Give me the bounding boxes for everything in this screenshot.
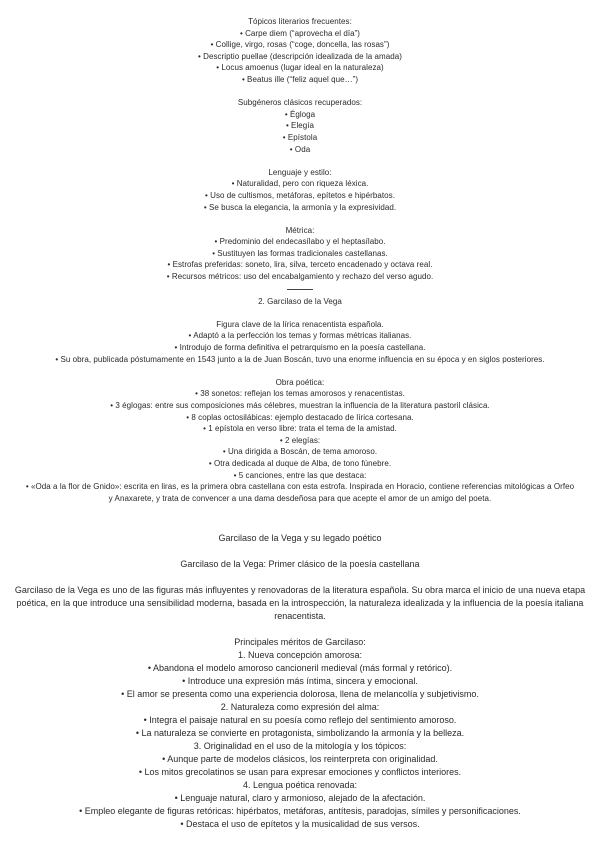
topicos-section [0,16,600,86]
list-item: • Naturalidad, pero con riqueza léxica. [231,179,369,189]
obra-section [0,377,600,505]
section-heading: Métrica: [285,225,315,235]
list-item: • Destaca el uso de epítetos y la musicalidad de sus versos. [180,819,420,829]
list-item: • Beatus ille (“feliz aquel que…”) [241,74,359,84]
list-item: 2. Naturaleza como expresión del alma: [220,702,380,712]
list-item: • Una dirigida a Boscán, de tema amoroso. [222,447,378,457]
section-heading: Obra poética: [275,377,325,387]
list-item: • Otra dedicada al duque de Alba, de tono fúnebre. [208,458,392,468]
upper-notes [0,16,600,504]
garcilaso-section [0,296,600,366]
list-item: • 1 epístola en verso libre: trata el tema de la amistad. [203,424,397,434]
section-heading: Tópicos literarios frecuentes: [248,17,352,26]
lenguaje-section [0,167,600,213]
page-subtitle: Garcilaso de la Vega: Primer clásico de la poesía castellana [180,559,420,569]
list-item: • Introduce una expresión más íntima, sincera y emocional. [182,676,418,686]
list-item: • Lenguaje natural, claro y armonioso, alejado de la afectación. [174,793,426,803]
metrica-section [0,225,600,283]
list-item: • Descriptio puellae (descripción idealizada de la amada) [198,51,402,61]
list-item: • La naturaleza se convierte en protagonista, simbolizando la armonía y la belleza. [135,728,465,738]
list-item: 4. Lengua poética renovada: [242,780,358,790]
list-item: y Anaxarete, y trata de convencer a una dama desdeñosa para que acepte el amor de un amigo del poeta. [108,493,492,503]
section-heading: Lenguaje y estilo: [268,167,332,177]
list-item: • Recursos métricos: uso del encabalgamiento y rechazo del verso agudo. [166,272,434,282]
list-item: 1. Nueva concepción amorosa: [237,650,363,660]
list-item: • Epístola [282,132,318,142]
list-item: • Introdujo de forma definitiva el petrarquismo en la poesía castellana. [174,343,426,353]
list-item: • Abandona el modelo amoroso cancioneril medieval (más formal y retórico). [147,663,453,673]
list-item: • Adaptó a la perfección los temas y formas métricas italianas. [188,331,412,341]
list-item: • Integra el paisaje natural en su poesía como reflejo del sentimiento amoroso. [143,715,457,725]
list-item: • Estrofas preferidas: soneto, lira, silva, terceto encadenado y octava real. [167,260,433,270]
intro-paragraph: Garcilaso de la Vega es uno de las figuras más influyentes y renovadoras de la literatura española. Su obra marca el inicio de una nueva etapa poética, en la que introduce una sensibilidad moderna, basada en la introspección, la naturaleza idealizada y la influencia de la poesía italiana renacentista. [14,585,586,621]
section-heading: 2. Garcilaso de la Vega [258,296,342,306]
section-heading: Subgéneros clásicos recuperados: [237,98,363,108]
list-item: • 8 coplas octosilábicas: ejemplo destacado de lírica cortesana. [186,412,414,422]
list-item: • El amor se presenta como una experiencia dolorosa, llena de melancolía y subjetivismo. [121,689,479,699]
list-item: • 3 églogas: entre sus composiciones más célebres, muestran la influencia de la literatura pastoril clásica. [110,401,490,410]
list-item: • Empleo elegante de figuras retóricas: hipérbatos, metáforas, antítesis, paradojas, símiles y personificaciones. [79,806,521,816]
subgeneros-section [0,97,600,155]
list-item: • 5 canciones, entre las que destaca: [233,470,367,480]
list-item: 3. Originalidad en el uso de la mitología y los tópicos: [193,741,407,751]
list-item: • Oda [289,144,311,154]
page-title: Garcilaso de la Vega y su legado poético [218,533,382,543]
legado-section [0,532,600,831]
list-item: • 38 sonetos: reflejan los temas amorosos y renacentistas. [195,389,405,399]
list-item: • «Oda a la flor de Gnido»: escrita en liras, es la primera obra castellana con esta estrofa. Inspirada en Horacio, contiene referencias mitológicas a Orfeo [25,482,575,492]
list-item: • Carpe diem (“aprovecha el día”) [239,28,361,38]
list-item: • Collige, virgo, rosas (“coge, doncella, las rosas”) [210,40,390,50]
list-item: • Elegía [285,121,315,131]
list-item: • Égloga [284,109,316,119]
section-heading: Principales méritos de Garcilaso: [234,637,366,647]
list-item: • Se busca la elegancia, la armonía y la expresividad. [203,202,397,212]
section-divider [287,289,313,290]
list-item: Figura clave de la lírica renacentista española. [216,319,384,329]
list-item: • Su obra, publicada póstumamente en 1543 junto a la de Juan Boscán, tuvo una enorme influencia en su época y en siglos posteriores. [55,354,545,364]
list-item: • Locus amoenus (lugar ideal en la naturaleza) [216,63,384,73]
list-item: • Los mitos grecolatinos se usan para expresar emociones y conflictos interiores. [138,767,462,777]
list-item: • Predominio del endecasílabo y el heptasílabo. [214,237,386,247]
list-item: • 2 elegías: [279,435,321,445]
list-item: • Aunque parte de modelos clásicos, los reinterpreta con originalidad. [162,754,438,764]
list-item: • Uso de cultismos, metáforas, epítetos e hipérbatos. [205,190,395,200]
list-item: • Sustituyen las formas tradicionales castellanas. [212,248,388,258]
